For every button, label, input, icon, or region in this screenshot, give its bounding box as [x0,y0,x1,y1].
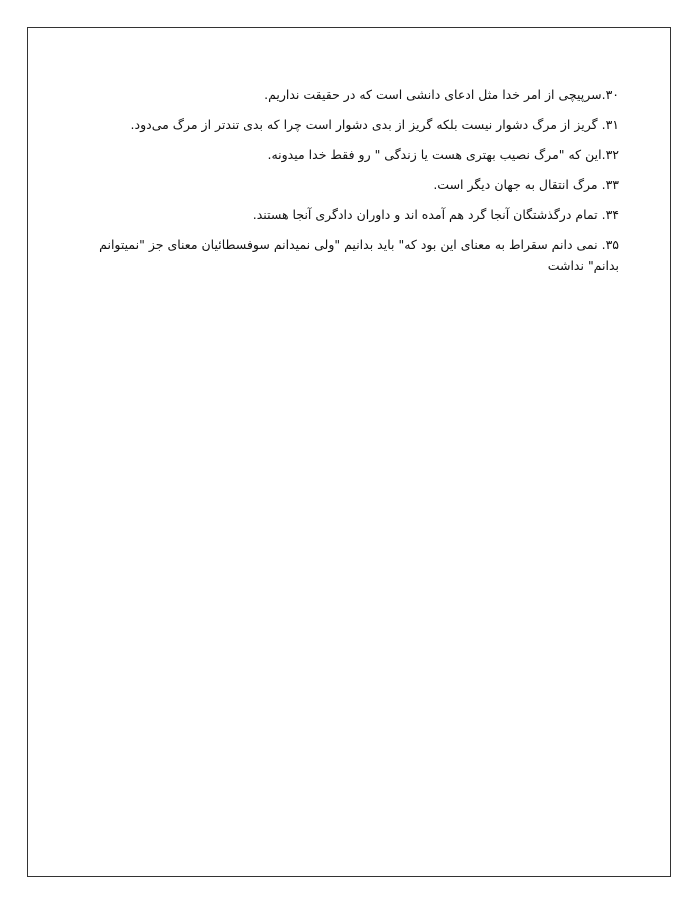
list-item: ۳۳. مرگ انتقال به جهان دیگر است. [433,177,619,192]
document-page [27,27,671,877]
list-item: ۳۴. تمام درگذشتگان آنجا گرد هم آمده اند و داوران دادگری آنجا هستند. [252,207,619,222]
document-body [82,84,619,285]
list-item: ۳۲.این که "مرگ نصیب بهتری هست یا زندگی " رو فقط خدا میدونه. [267,147,619,162]
list-item: ۳۱. گریز از مرگ دشوار نیست بلکه گریز از بدی دشوار است چرا که بدی تندتر از مرگ می‌دود. [130,117,619,132]
list-item: ۳۵. نمی دانم سقراط به معنای این بود که" باید بدانیم "ولی نمیدانم سوفسطائیان معنای جز "نمیتوانم بدانم" نداشت [99,237,619,273]
list-item: ۳۰.سرپیچی از امر خدا مثل ادعای دانشی است که در حقیقت نداریم. [264,87,619,102]
